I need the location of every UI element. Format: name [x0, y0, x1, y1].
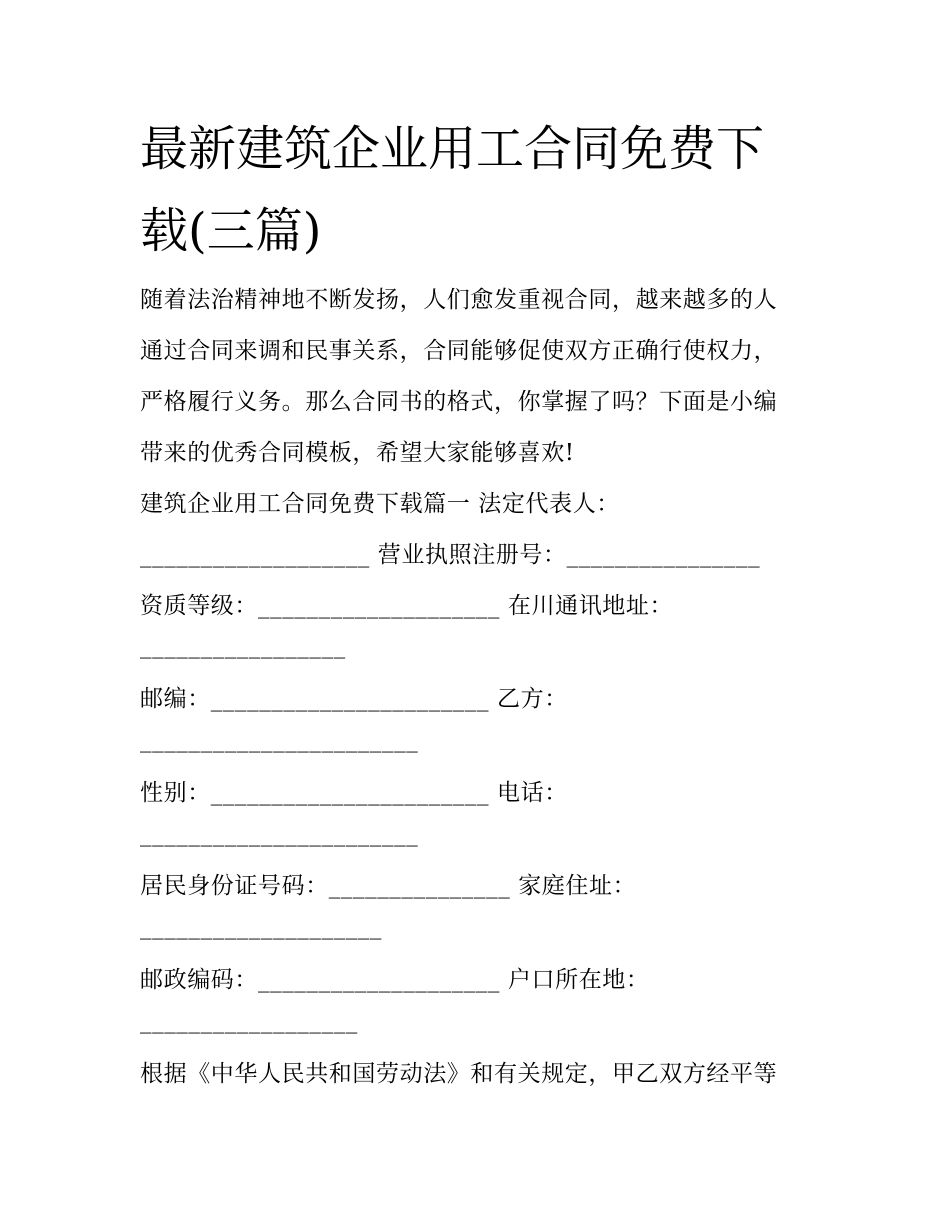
field-id-home: 居民身份证号码：_______________ 家庭住址： — [140, 873, 637, 899]
body-line-law: 根据《中华人民共和国劳动法》和有关规定，甲乙双方经平等 — [140, 1061, 778, 1087]
intro-line-1: 随着法治精神地不断发扬，人们愈发重视合同，越来越多的人 — [140, 287, 778, 313]
field-gender-phone: 性别：_______________________ 电话： — [140, 780, 568, 806]
field-blank-hukou: __________________ — [140, 1008, 358, 1034]
field-qualification: 资质等级：____________________ 在川通讯地址： — [140, 593, 674, 619]
field-blank-home: ____________________ — [140, 914, 382, 940]
document-title — [140, 108, 820, 272]
field-business-license: ___________________ 营业执照注册号：________________ — [140, 542, 761, 568]
intro-line-4: 带来的优秀合同模板，希望大家能够喜欢! — [140, 440, 575, 466]
intro-line-2: 通过合同来调和民事关系，合同能够促使双方正确行使权力， — [140, 338, 778, 364]
title-line-1: 最新建筑企业用工合同免费下 — [140, 121, 765, 177]
section-heading-line: 建筑企业用工合同免费下载篇一 法定代表人： — [140, 491, 620, 517]
field-blank-phone: _______________________ — [140, 821, 419, 847]
field-postcode-partyb: 邮编：_______________________ 乙方： — [140, 686, 568, 712]
intro-line-3: 严格履行义务。那么合同书的格式，你掌握了吗？下面是小编 — [140, 389, 778, 415]
field-blank-address: _________________ — [140, 633, 346, 659]
title-line-2: 载(三篇) — [140, 203, 322, 259]
field-zip-hukou: 邮政编码：____________________ 户口所在地： — [140, 967, 650, 993]
field-blank-partyb: _______________________ — [140, 727, 419, 753]
